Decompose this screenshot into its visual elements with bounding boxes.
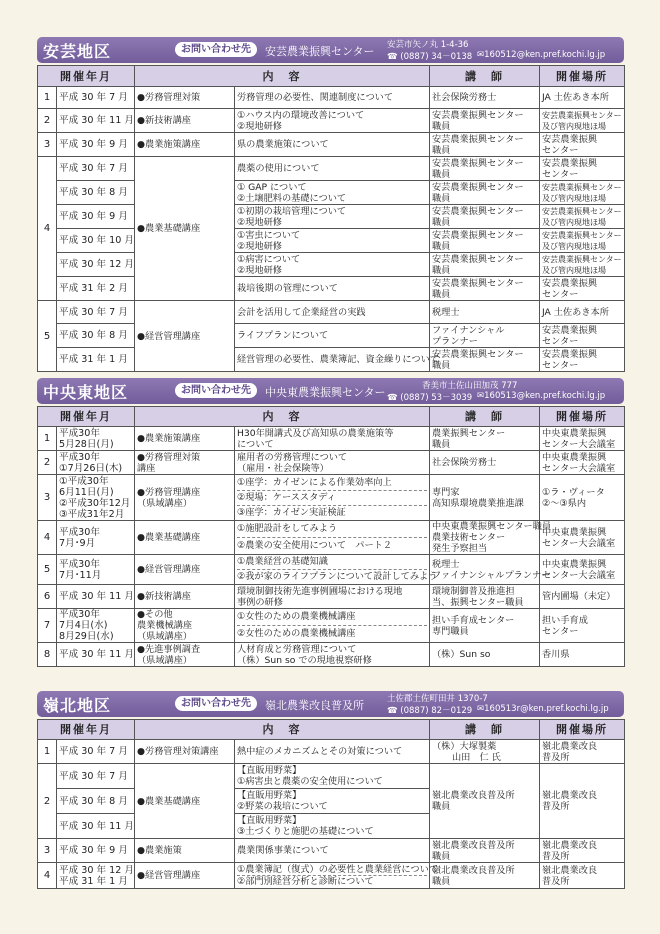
contact-badge: お問い合わせ先 xyxy=(175,42,257,57)
contact-center: 中央東農業振興センター xyxy=(265,386,386,399)
contact-badge: お問い合わせ先 xyxy=(175,383,257,398)
table-row: 平成 30 年 8 月 【直販用野菜】 ②野菜の栽培について xyxy=(38,789,625,814)
table-row: 1 平成 30 年 7 月 ●労務管理対策 労務管理の必要性、関連制度について 社会保険労務士 JA 土佐あき本所 xyxy=(38,87,625,109)
contact-email: ✉160512@ken.pref.kochi.lg.jp xyxy=(477,50,606,60)
table-row: 2 平成30年 ①7月26日(木) ●労務管理対策 講座 雇用者の労務管理について （雇用・社会保険等） 社会保険労務士 中央東農業振興 センター大会議室 xyxy=(38,451,625,475)
table-row: 1 平成30年 5月28日(月) ●農業施策講座 H30年開講式及び高知県の農業施策等 について 農業振興センター 職員 中央東農業振興 センター大会議室 xyxy=(38,427,625,451)
table-row: 平成 30 年 8 月 ライフプランについて ファイナンシャル プランナー 安芸農業振興 センター xyxy=(38,324,625,348)
phone-icon: ☎ xyxy=(387,52,398,62)
section-header xyxy=(37,378,624,404)
table-row: 7 平成30年 7月4日(水) 8月29日(水) ●その他 農業機械講座 （県域講座） ①女性のための農業機械講座 ②女性のための農業機械講座 担い手育成センター 専門職員 担い手育成 センター xyxy=(38,609,625,643)
table-row: 平成 30 年 10 月 ①害虫について ②現地研修 安芸農業振興センター 職員 安芸農業振興センター 及び管内現地ほ場 xyxy=(38,229,625,253)
contact-email: ✉160513@ken.pref.kochi.lg.jp xyxy=(477,391,606,401)
table-header-row: 開催年月 内 容 講 師 開催場所 xyxy=(38,720,625,740)
table-row: 3 ①平成30年 6月11日(月) ②平成30年12月 ③平成31年2月 ●労務管理講座 （県域講座） ①座学：カイゼンによる作業効率向上 ②現場：ケーススタディ ③座学：カイゼン実証検証 専門家 高知県環境農業推進課 ①ラ・ヴィータ ②～③県内 xyxy=(38,475,625,521)
schedule-table xyxy=(37,65,625,372)
contact-badge: お問い合わせ先 xyxy=(175,696,257,711)
col-header-content: 内 容 xyxy=(135,66,430,87)
region-title: 嶺北地区 xyxy=(43,696,112,715)
schedule-table-wrap xyxy=(37,406,624,682)
mail-icon: ✉ xyxy=(477,391,485,401)
col-header-instructor: 講 師 xyxy=(430,66,540,87)
table-row: 4 平成 30 年 7 月 ●農業基礎講座 農薬の使用について 安芸農業振興センター 職員 安芸農業振興 センター xyxy=(38,157,625,181)
contact-email: ✉160513r@ken.pref.kochi.lg.jp xyxy=(477,704,609,714)
table-row: 3 平成 30 年 9 月 ●農業施策 農業関係事業について 嶺北農業改良普及所 職員 嶺北農業改良 普及所 xyxy=(38,839,625,863)
table-row: 1 平成 30 年 7 月 ●労務管理対策講座 熱中症のメカニズムとその対策について （株）大塚製薬 山田 仁 氏 嶺北農業改良 普及所 xyxy=(38,740,625,764)
table-row: 5 平成30年 7月･11月 ●経営管理講座 ①農業経営の基礎知識 ②我が家のライフプランについて設計してみよう 税理士 ファイナンシャルプランナー 中央東農業振興 センター大会議室 xyxy=(38,555,625,585)
table-row: 5 平成 30 年 7 月 ●経営管理講座 会計を活用して企業経営の実践 税理士 JA 土佐あき本所 xyxy=(38,301,625,324)
table-row: 2 平成 30 年 11 月 ●新技術講座 ①ハウス内の環境改善について ②現地研修 安芸農業振興センター 職員 安芸農業振興センター 及び管内現地ほ場 xyxy=(38,109,625,133)
section-header xyxy=(37,691,624,717)
table-row: 平成 30 年 9 月 ①初期の栽培管理について ②現地研修 安芸農業振興センター 職員 安芸農業振興センター 及び管内現地ほ場 xyxy=(38,205,625,229)
contact-center: 安芸農業振興センター xyxy=(265,45,375,58)
phone-icon: ☎ xyxy=(387,393,398,403)
mail-icon: ✉ xyxy=(477,704,485,714)
region-title: 安芸地区 xyxy=(43,42,112,61)
region-title: 中央東地区 xyxy=(43,383,129,402)
contact-phone: ☎ (0887) 34－0138 xyxy=(387,52,473,62)
table-header-row: 開催年月 内 容 講 師 開催場所 xyxy=(38,407,625,427)
phone-icon: ☎ xyxy=(387,706,398,716)
mail-icon: ✉ xyxy=(477,50,485,60)
table-row: 3 平成 30 年 9 月 ●農業施策講座 県の農業施策について 安芸農業振興センター 職員 安芸農業振興 センター xyxy=(38,133,625,157)
schedule-table xyxy=(37,406,625,667)
section-header xyxy=(37,37,624,63)
contact-center: 嶺北農業改良普及所 xyxy=(265,699,364,712)
table-row: 4 平成 30 年 12 月 平成 31 年 1 月 ●経営管理講座 ①農業簿記（復式）の必要性と農業経営について ②部門別経営分析と診断について 嶺北農業改良普及所 職員 嶺北農業改良 普及所 xyxy=(38,863,625,889)
contact-phone: ☎ (0887) 82－0129 xyxy=(387,706,473,716)
contact-phone: ☎ (0887) 53－3039 xyxy=(387,393,473,403)
table-row: 4 平成30年 7月･9月 ●農業基礎講座 ①施肥設計をしてみよう ②農業の安全使用について パート２ 中央東農業振興センター職員 農業技術センター 発生予察担当 中央東農業振興 センター大会議室 xyxy=(38,521,625,555)
contact-address: 香美市土佐山田加茂 777 xyxy=(422,381,518,391)
contact-address: 土佐郡土佐町田井 1370-7 xyxy=(387,694,488,704)
table-header-row xyxy=(38,66,625,87)
schedule-table-wrap xyxy=(37,65,624,403)
table-row: 8 平成 30 年 11 月 ●先進事例調査 （県域講座） 人材育成と労務管理について （株）Sun so での現地視察研修 （株）Sun so 香川県 xyxy=(38,643,625,667)
table-row: 平成 30 年 11 月 【直販用野菜】 ③土づくりと施肥の基礎について xyxy=(38,814,625,839)
table-row: 平成 31 年 2 月 栽培後期の管理について 安芸農業振興センター 職員 安芸農業振興 センター xyxy=(38,277,625,301)
col-header-venue: 開催場所 xyxy=(540,66,625,87)
contact-address: 安芸市矢ノ丸 1-4-36 xyxy=(387,40,469,50)
table-row: 2 平成 30 年 7 月 ●農業基礎講座 【直販用野菜】 ①病害虫と農薬の安全使用について 嶺北農業改良普及所 職員 嶺北農業改良 普及所 xyxy=(38,764,625,789)
schedule-table xyxy=(37,719,625,889)
table-row: 6 平成 30 年 11 月 ●新技術講座 環境制御技術先進事例圃場における現地 事例の研修 環境制御普及推進担 当、振興センター職員 管内圃場（未定） xyxy=(38,585,625,609)
schedule-table-wrap xyxy=(37,719,624,914)
table-row: 平成 30 年 8 月 ① GAP について ②土壌肥料の基礎について 安芸農業振興センター 職員 安芸農業振興センター 及び管内現地ほ場 xyxy=(38,181,625,205)
table-row: 平成 31 年 1 月 経営管理の必要性、農業簿記、資金繰りについて 安芸農業振興センター 職員 安芸農業振興 センター xyxy=(38,348,625,372)
table-row: 平成 30 年 12 月 ①病害について ②現地研修 安芸農業振興センター 職員 安芸農業振興センター 及び管内現地ほ場 xyxy=(38,253,625,277)
col-header-date: 開催年月 xyxy=(38,66,135,87)
